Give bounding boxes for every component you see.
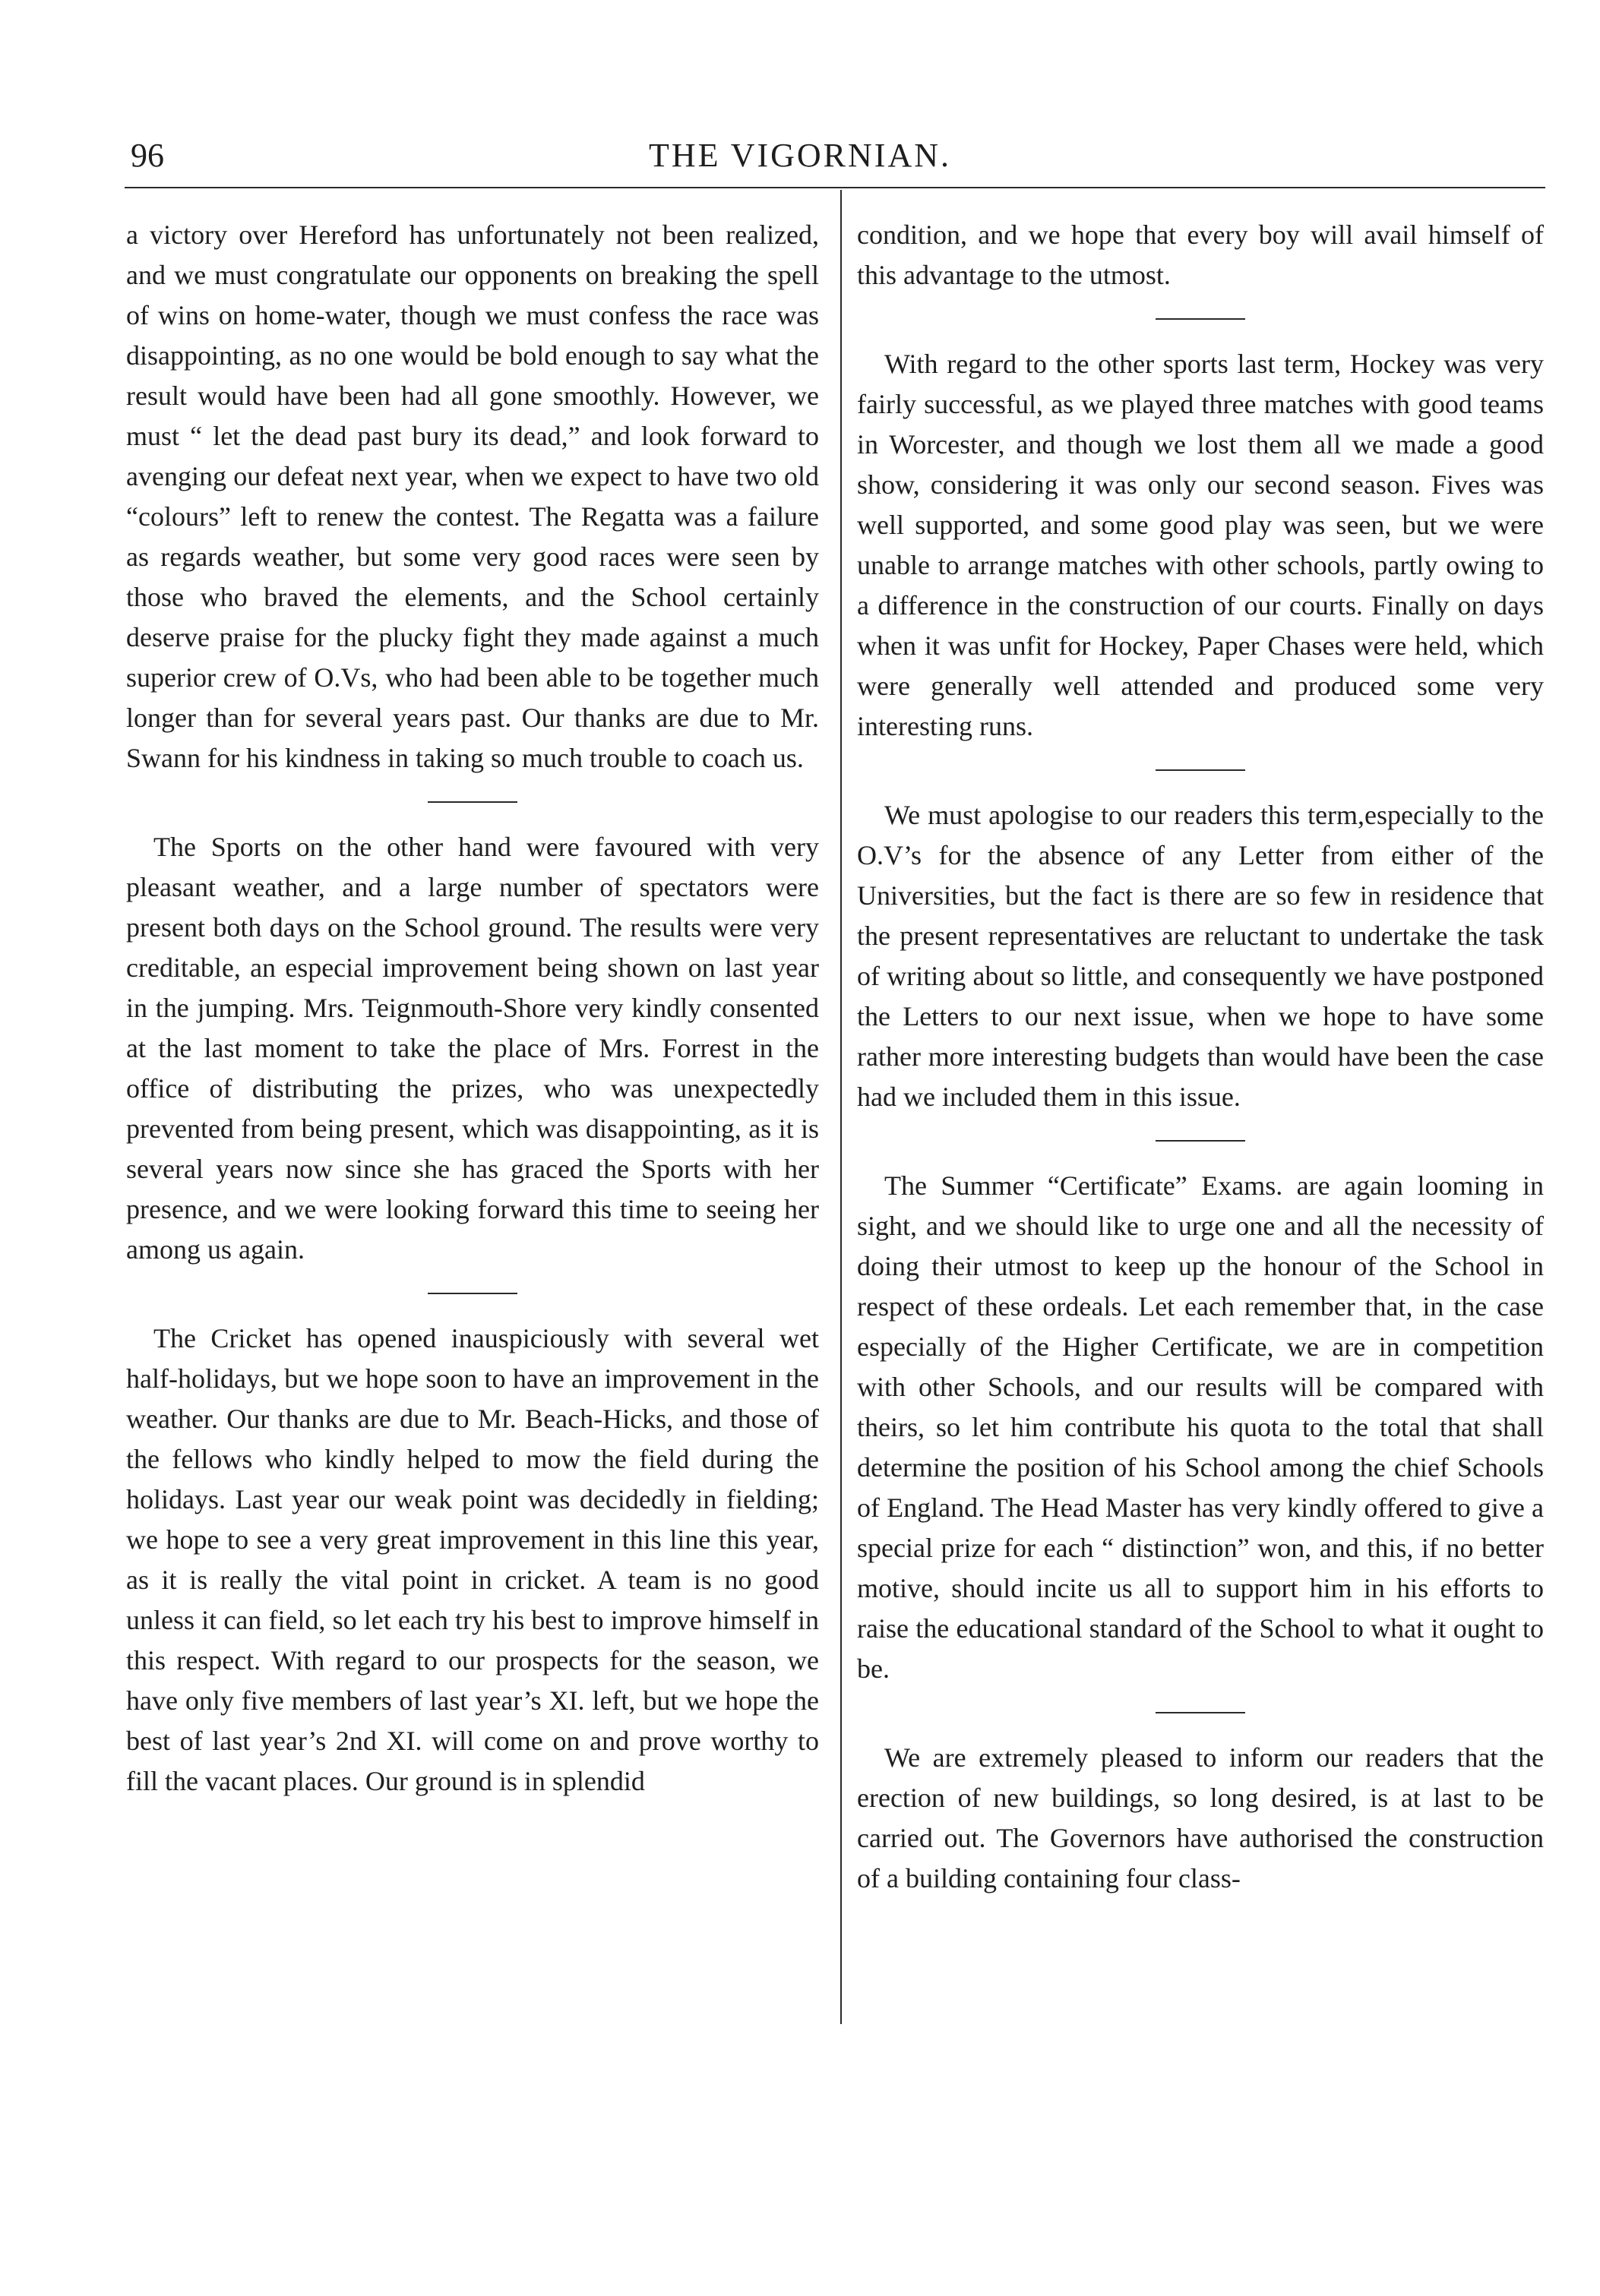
section-separator bbox=[1156, 1140, 1245, 1142]
section-separator bbox=[428, 801, 517, 803]
running-head-title: THE VIGORNIAN. bbox=[648, 137, 952, 174]
left-paragraph-1: a victory over Hereford has unfortunately not been realized, and we must congratulate our opponents on breaking the spell of wins on home-water, though we must confess the race was disappointing, as no one would be bold enough to say what the result would have been had all gone smoothly. However, we must “ let the dead past bury its dead,” and look forward to avenging our defeat next year, when we expect to have two old “colours” left to renew the contest. The Regatta was a failure as regards weather, but some very good races were seen by those who braved the elements, and the School certainly deserve praise for the plucky fight they made against a much superior crew of O.Vs, who had been able to be together much longer than for several years past. Our thanks are due to Mr. Swann for his kindness in taking so much trouble to coach us. bbox=[126, 219, 819, 773]
right-paragraph-1: condition, and we hope that every boy will avail himself of this advantage to the utmost. bbox=[857, 219, 1544, 290]
column-divider bbox=[840, 190, 842, 2024]
section-separator bbox=[1156, 769, 1245, 771]
right-paragraph-5: We are extremely pleased to inform our readers that the erection of new buildings, so long desired, is at last to be carried out. The Governors have authorised the construction of a building containing four class- bbox=[857, 1742, 1544, 1893]
section-separator bbox=[428, 1293, 517, 1294]
section-separator bbox=[1156, 1712, 1245, 1713]
right-paragraph-4: The Summer “Certificate” Exams. are again looming in sight, and we should like to urge one and all the necessity of doing their utmost to keep up the honour of the School in respect of these ordeals. Let each remember that, in the case especially of the Higher Certificate, we are in competition with other Schools, and our results will be compared with theirs, so let him contribute his quota to the total that shall determine the position of his School among the chief Schools of England. The Head Master has very kindly offered to give a special prize for each “ distinction” won, and this, if no better motive, should incite us all to support him in his efforts to raise the educational standard of the School to what it ought to be. bbox=[857, 1170, 1544, 1684]
right-paragraph-2: With regard to the other sports last term, Hockey was very fairly successful, as we played three matches with good teams in Worcester, and though we lost them all we made a good show, considering it was only our second season. Fives was well supported, and some good play was seen, but we were unable to arrange matches with other schools, partly owing to a difference in the construction of our courts. Finally on days when it was unfit for Hockey, Paper Chases were held, which were generally well attended and produced some very interesting runs. bbox=[857, 349, 1544, 741]
left-paragraph-3: The Cricket has opened inauspiciously with several wet half-holidays, but we hope soon to have an improvement in the weather. Our thanks are due to Mr. Beach-Hicks, and those of the fellows who kindly helped to mow the field during the holidays. Last year our weak point was decidedly in fielding; we hope to see a very great improvement in this line this year, as it is really the vital point in cricket. A team is no good unless it can field, so let each try his best to improve himself in this respect. With regard to our prospects for the season, we have only five members of last year’s XI. left, but we hope the best of last year’s 2nd XI. will come on and prove worthy to fill the vacant places. Our ground is in splendid bbox=[126, 1323, 819, 1796]
page-number: 96 bbox=[131, 137, 164, 174]
header-rule bbox=[125, 187, 1545, 188]
right-column bbox=[857, 215, 1544, 1899]
section-separator bbox=[1156, 318, 1245, 320]
right-paragraph-3: We must apologise to our readers this term,especially to the O.V’s for the absence of any Letter from either of the Universities, but the fact is there are so few in residence that the present representatives are reluctant to undertake the task of writing about so little, and consequently we have postponed the Letters to our next issue, when we hope to have some rather more interesting budgets than would have been the case had we included them in this issue. bbox=[857, 800, 1544, 1112]
left-paragraph-2: The Sports on the other hand were favoured with very pleasant weather, and a large number of spectators were present both days on the School ground. The results were very creditable, an especial improvement being shown on last year in the jumping. Mrs. Teignmouth-Shore very kindly consented at the last moment to take the place of Mrs. Forrest in the office of distributing the prizes, who was unexpectedly prevented from being present, which was disappointing, as it is several years now since she has graced the Sports with her presence, and we were looking forward this time to seeing her among us again. bbox=[126, 832, 819, 1265]
left-column bbox=[126, 215, 819, 1802]
